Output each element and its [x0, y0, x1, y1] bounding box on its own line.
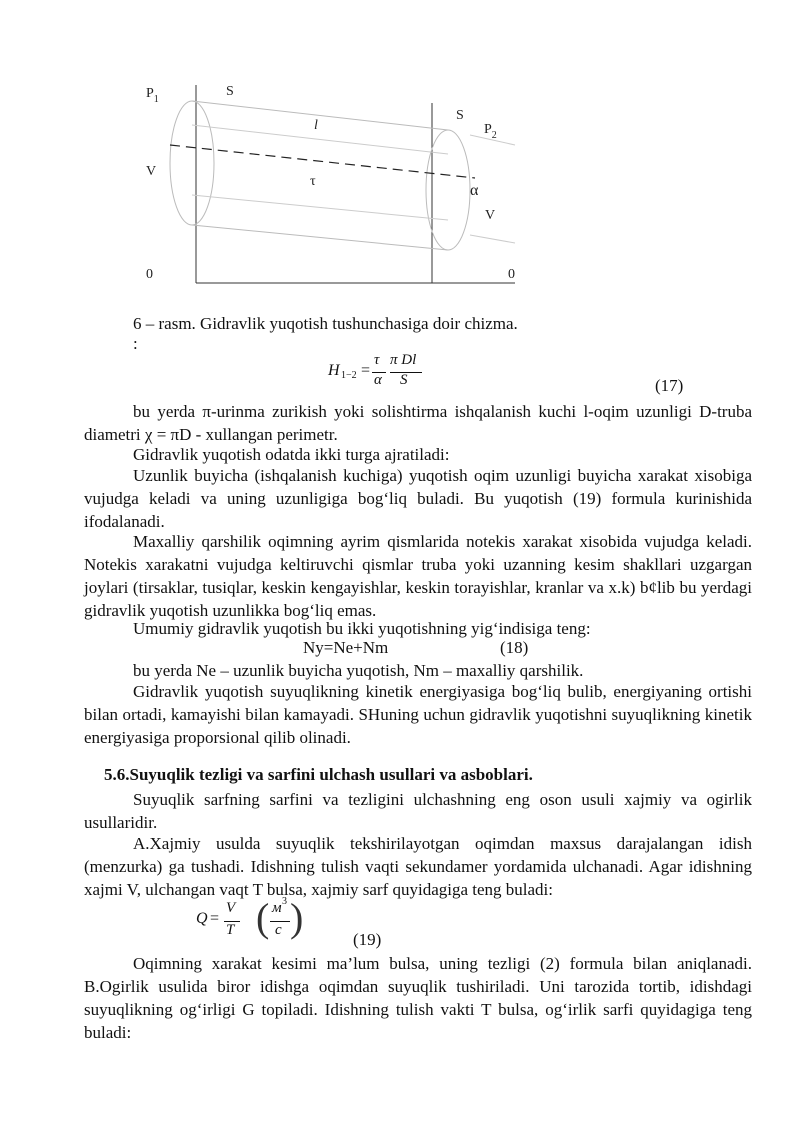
label-s-left: S: [226, 84, 234, 99]
caption-colon: :: [133, 334, 138, 353]
eq19-numerator: V: [226, 900, 236, 916]
pipe-top-edge: [192, 101, 448, 130]
figure-caption: 6 – rasm. Gidravlik yuqotish tushunchasiga doir chizma.: [133, 314, 518, 333]
paragraph-length-loss: Uzunlik buyicha (ishqalanish kuchiga) yuqotish oqim uzunligi buyicha xarakat xisobiga vujudga keladi va uning uzunligiga bog‘liq buladi. Bu yuqotish (19) formula kurinishida ifodalanadi.: [84, 466, 752, 531]
eq19-paren-left: (: [256, 895, 270, 940]
equation-17: [328, 352, 438, 396]
eq19-equals: =: [210, 910, 220, 927]
paragraph-total-loss: Umumiy gidravlik yuqotish bu ikki yuqotishning yig‘indisiga teng:: [133, 619, 591, 638]
eq19-unit-exponent: 3: [282, 896, 287, 907]
eq18-number: (18): [500, 638, 529, 657]
flow-axis-dashed: [170, 145, 475, 178]
paragraph-ne-nm: bu yerda Ne – uzunlik buyicha yuqotish, Nm – maxalliy qarshilik.: [133, 661, 584, 680]
label-l: l: [314, 118, 318, 133]
eq19-lhs: Q: [196, 910, 208, 927]
equation-18: Ny=Ne+Nm: [303, 638, 389, 657]
figure-6-diagram: [130, 75, 530, 295]
eq17-number: (17): [655, 376, 684, 395]
paragraph-volume-method: A.Xajmiy usulda suyuqlik tekshirilayotgan oqimdan maxsus darajalangan idish (menzurka) ga tushadi. Idishning tulish vaqti sekundamer yordamida ulchanadi. Agar idishning xajmi V, ulchangan vaqt T bulsa, xajmiy sarf quyidagiga teng buladi:: [84, 834, 752, 899]
paragraph-types: Gidravlik yuqotish odatda ikki turga ajratiladi:: [133, 445, 450, 464]
eq17-lhs: H: [328, 362, 340, 379]
eq17-tau: τ: [374, 352, 380, 368]
eq17-alpha: α: [374, 372, 382, 388]
pipe-bottom-edge: [192, 225, 448, 250]
paragraph-methods: Suyuqlik sarfning sarfini va tezligini ulchashning eng oson usuli xajmiy va ogirlik usullaridir.: [84, 790, 752, 832]
eq17-lhs-sub: 1−2: [341, 370, 357, 381]
label-p1: $P_1$: [146, 86, 159, 105]
section-heading: 5.6.Suyuqlik tezligi va sarfini ulchash usullari va asboblari.: [104, 765, 533, 784]
paragraph-weight-method: Oqimning xarakat kesimi ma’lum bulsa, uning tezligi (2) formula bilan aniqlanadi. B.Ogirlik usulida biror idishga oqimdan suyuqlik tushiriladi. Uni tarozida tortib, idishdagi suyuqlikning og‘irligi G topiladi. Idishning tulish vakti T bulsa, og‘irlik sarfi quyidagiga teng buladi:: [84, 954, 752, 1042]
pipe-end-right: [426, 130, 470, 250]
eq19-paren-right: ): [290, 895, 304, 940]
label-p2: $P_2$: [484, 122, 497, 141]
eq17-denominator: S: [400, 372, 408, 388]
arrow-right-bottom: [470, 235, 515, 243]
pipe-line-1: [192, 125, 448, 154]
paragraph-kinetic: Gidravlik yuqotish suyuqlikning kinetik energiyasiga bog‘liq bulib, energiyaning ortishi bilan ortadi, kamayishi bilan kamayadi. SHuning uchun gidravlik yuqotishni suyuqlikning kinetik energiyasiga proporsional qilib olinadi.: [84, 682, 752, 747]
label-s-right: S: [456, 108, 464, 123]
eq17-numerator: π Dl: [390, 352, 417, 368]
label-o-right: 0: [508, 267, 515, 282]
label-tau: τ: [310, 174, 316, 189]
eq19-number: (19): [353, 930, 382, 949]
pipe-line-2: [192, 195, 448, 220]
eq19-unit-numerator: м: [272, 900, 282, 916]
equation-19: [196, 896, 306, 946]
pipe-end-left: [170, 101, 214, 225]
paragraph-definitions: bu yerda π-urinma zurikish yoki solishtirma ishqalanish kuchi l-oqim uzunligi D-truba diametri χ = πD - xullangan perimetr.: [84, 402, 752, 444]
paragraph-local-resistance: Maxalliy qarshilik oqimning ayrim qismlarida notekis xarakat xisobida vujudga keladi. Notekis xarakatni vujudga keltiruvchi qismlar truba yoki uzanning kesim shakllari uzgargan joylari (tirsaklar, tusiqlar, keskin kengayishlar, keskin torayishlar, kranlar va x.k) b¢lib bu yerdagi gidravlik yuqotish uzunlikka bog‘liq emas.: [84, 532, 752, 620]
eq17-equals: =: [361, 362, 371, 379]
label-alpha: α: [470, 182, 479, 199]
label-v-right: V: [485, 208, 496, 223]
label-o-left: 0: [146, 267, 153, 282]
label-v-left: V: [146, 164, 157, 179]
eq19-unit-denominator: с: [275, 922, 282, 938]
eq19-denominator: T: [226, 922, 235, 938]
